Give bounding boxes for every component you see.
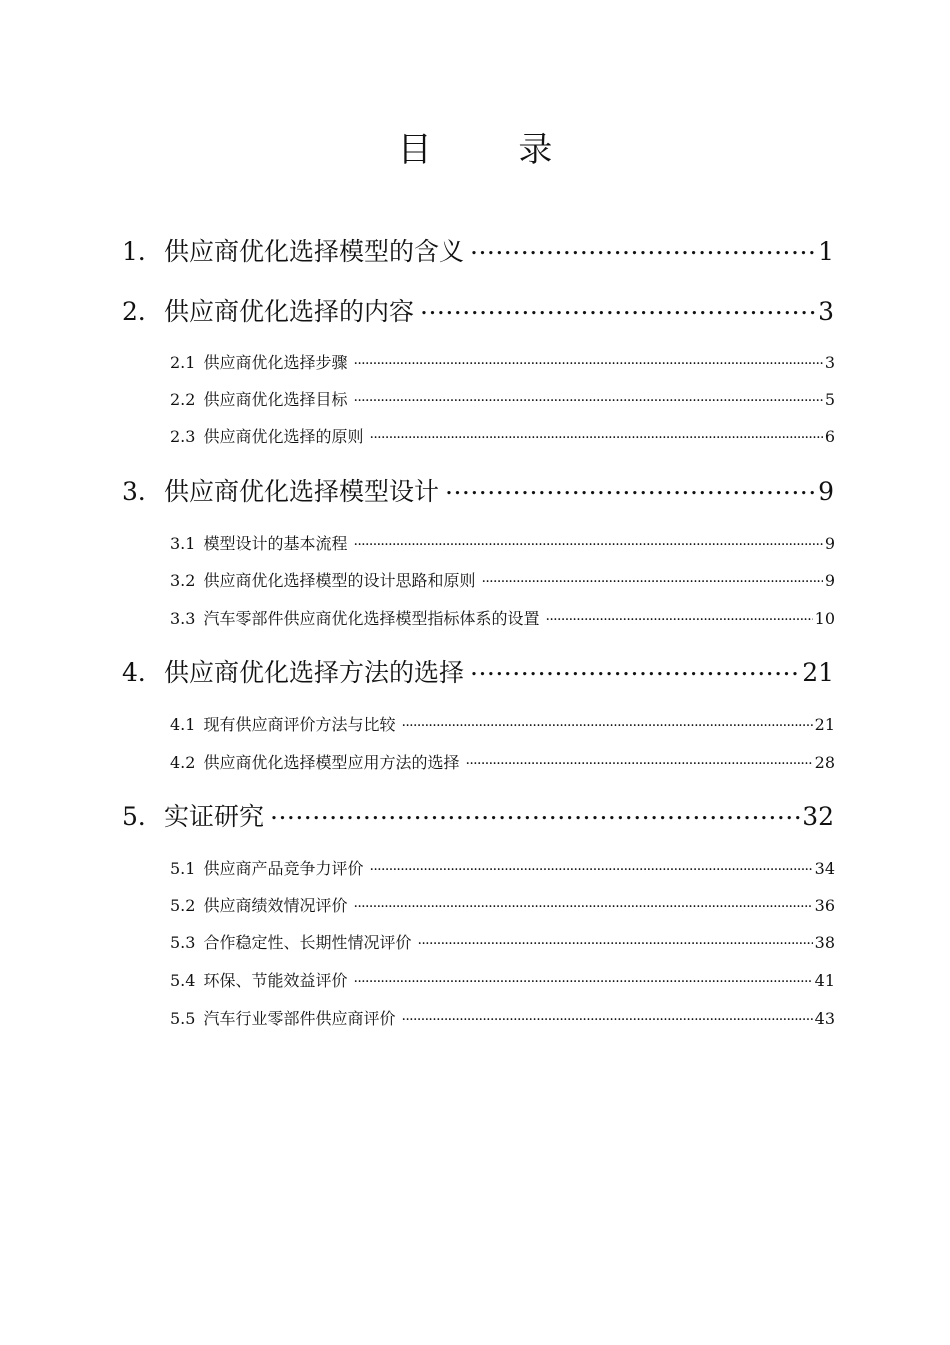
toc-entry-page: 9 xyxy=(818,477,834,506)
toc-dot-leader xyxy=(470,656,800,681)
toc-entry-label: 供应商优化选择模型应用方法的选择 xyxy=(203,753,460,772)
toc-entry-chapter-1[interactable] xyxy=(122,232,834,268)
toc-entry-label: 现有供应商评价方法与比较 xyxy=(203,715,396,734)
toc-dot-leader xyxy=(353,970,812,986)
toc-entry-label: 供应商绩效情况评价 xyxy=(203,896,348,915)
toc-entry-page: 36 xyxy=(814,896,835,915)
toc-entry-2-3[interactable] xyxy=(170,424,835,447)
toc-entry-number: 4.2 xyxy=(170,753,196,772)
page-title: 目 录 xyxy=(397,130,591,170)
toc-entry-chapter-2[interactable] xyxy=(122,292,834,328)
toc-dot-leader xyxy=(369,426,822,442)
toc-entry-page: 10 xyxy=(814,609,835,628)
toc-entry-chapter-3[interactable] xyxy=(122,472,834,508)
toc-entry-5-3[interactable] xyxy=(170,930,835,953)
toc-dot-leader xyxy=(470,235,816,260)
toc-entry-3-3[interactable] xyxy=(170,606,835,629)
toc-entry-page: 43 xyxy=(814,1009,835,1028)
toc-entry-label: 供应商优化选择目标 xyxy=(203,390,348,409)
toc-entry-number: 3． xyxy=(122,477,163,506)
toc-entry-label: 供应商产品竞争力评价 xyxy=(203,859,364,878)
toc-entry-page: 9 xyxy=(824,571,835,590)
toc-entry-number: 4． xyxy=(122,658,163,687)
toc-dot-leader xyxy=(445,475,816,500)
toc-entry-label: 实证研究 xyxy=(164,802,265,831)
toc-dot-leader xyxy=(353,352,822,368)
toc-entry-3-2[interactable] xyxy=(170,568,835,591)
toc-entry-label: 供应商优化选择模型的设计思路和原则 xyxy=(203,571,476,590)
toc-entry-label: 供应商优化选择方法的选择 xyxy=(164,658,465,687)
toc-entry-number: 5.1 xyxy=(170,859,196,878)
toc-entry-label: 供应商优化选择模型设计 xyxy=(164,477,440,506)
toc-entry-chapter-5[interactable] xyxy=(122,797,834,833)
toc-dot-leader xyxy=(465,752,812,768)
toc-entry-page: 21 xyxy=(802,658,834,687)
toc-entry-number: 2.1 xyxy=(170,353,196,372)
toc-entry-label: 供应商优化选择模型的含义 xyxy=(164,237,465,266)
toc-entry-chapter-4[interactable] xyxy=(122,653,834,689)
toc-entry-page: 1 xyxy=(818,237,834,266)
toc-entry-number: 4.1 xyxy=(170,715,196,734)
toc-entry-number: 2.3 xyxy=(170,427,196,446)
toc-entry-number: 3.1 xyxy=(170,534,196,553)
toc-entry-4-2[interactable] xyxy=(170,750,835,773)
toc-entry-page: 3 xyxy=(824,353,835,372)
toc-entry-2-2[interactable] xyxy=(170,387,835,410)
toc-entry-label: 模型设计的基本流程 xyxy=(203,534,348,553)
toc-entry-label: 供应商优化选择步骤 xyxy=(203,353,348,372)
toc-entry-page: 38 xyxy=(814,933,835,952)
toc-entry-5-4[interactable] xyxy=(170,968,835,991)
toc-entry-5-5[interactable] xyxy=(170,1006,835,1029)
toc-entry-2-1[interactable] xyxy=(170,350,835,373)
toc-entry-4-1[interactable] xyxy=(170,712,835,735)
toc-entry-page: 3 xyxy=(818,297,834,326)
toc-entry-number: 5.5 xyxy=(170,1009,196,1028)
toc-entry-number: 5． xyxy=(122,802,163,831)
toc-entry-page: 21 xyxy=(814,715,835,734)
toc-entry-number: 2． xyxy=(122,297,163,326)
toc-dot-leader xyxy=(417,932,812,948)
toc-dot-leader xyxy=(270,800,800,825)
toc-dot-leader xyxy=(420,295,816,320)
toc-entry-label: 汽车零部件供应商优化选择模型指标体系的设置 xyxy=(203,609,540,628)
toc-entry-page: 28 xyxy=(814,753,835,772)
toc-entry-label: 合作稳定性、长期性情况评价 xyxy=(203,933,412,952)
toc-entry-number: 5.2 xyxy=(170,896,196,915)
toc-entry-3-1[interactable] xyxy=(170,531,835,554)
toc-entry-number: 1． xyxy=(122,237,163,266)
toc-entry-page: 5 xyxy=(824,390,835,409)
toc-entry-label: 供应商优化选择的内容 xyxy=(164,297,415,326)
toc-entry-5-1[interactable] xyxy=(170,856,835,879)
toc-entry-label: 汽车行业零部件供应商评价 xyxy=(203,1009,396,1028)
toc-dot-leader xyxy=(369,858,812,874)
toc-dot-leader xyxy=(401,1008,812,1024)
toc-dot-leader xyxy=(401,714,812,730)
toc-dot-leader xyxy=(545,608,812,624)
toc-entry-number: 5.4 xyxy=(170,971,196,990)
toc-entry-label: 供应商优化选择的原则 xyxy=(203,427,364,446)
toc-entry-page: 34 xyxy=(814,859,835,878)
toc-entry-page: 32 xyxy=(802,802,834,831)
toc-dot-leader xyxy=(481,570,822,586)
toc-entry-label: 环保、节能效益评价 xyxy=(203,971,348,990)
toc-entry-number: 2.2 xyxy=(170,390,196,409)
toc-entry-number: 3.2 xyxy=(170,571,196,590)
toc-dot-leader xyxy=(353,533,822,549)
toc-entry-page: 6 xyxy=(824,427,835,446)
toc-entry-page: 9 xyxy=(824,534,835,553)
toc-dot-leader xyxy=(353,895,812,911)
toc-dot-leader xyxy=(353,389,822,405)
toc-entry-page: 41 xyxy=(814,971,835,990)
toc-entry-5-2[interactable] xyxy=(170,893,835,916)
toc-entry-number: 5.3 xyxy=(170,933,196,952)
toc-entry-number: 3.3 xyxy=(170,609,196,628)
